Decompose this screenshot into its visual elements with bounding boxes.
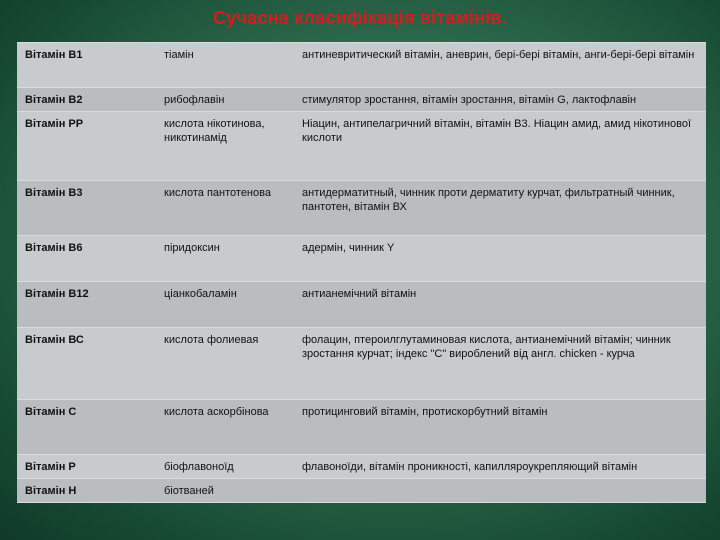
vitamin-name: Вітамін РР xyxy=(17,112,156,181)
table-row xyxy=(17,282,706,328)
vitamin-table xyxy=(17,42,706,503)
chemical-name: кислота фолиевая xyxy=(156,328,294,400)
synonyms: флавоноїди, вітамін проникності, капилляроукрепляющий вітамін xyxy=(294,455,706,479)
synonyms: фолацин, птероилглутаминовая кислота, антианемічний вітамін; чинник зростання курчат; індекс "С" вироблений від англ. chicken - курча xyxy=(294,328,706,400)
table-row xyxy=(17,328,706,400)
table-row xyxy=(17,236,706,282)
chemical-name: піридоксин xyxy=(156,236,294,282)
slide-title: Сучасна класифікація вітамінів. xyxy=(213,8,507,28)
table-row xyxy=(17,112,706,181)
table-row xyxy=(17,181,706,236)
vitamin-name: Вітамін В3 xyxy=(17,181,156,236)
chemical-name: біотваней xyxy=(156,479,294,503)
vitamin-name: Вітамін Н xyxy=(17,479,156,503)
vitamin-name: Вітамін С xyxy=(17,400,156,455)
chemical-name: рибофлавін xyxy=(156,88,294,112)
table-row xyxy=(17,400,706,455)
synonyms: стимулятор зростання, вітамін зростання, вітамін G, лактофлавін xyxy=(294,88,706,112)
synonyms: Ніацин, антипелагричний вітамін, вітамін В3. Ніацин амид, амид нікотинової кислоти xyxy=(294,112,706,181)
synonyms: антианемічний вітамін xyxy=(294,282,706,328)
table-row xyxy=(17,43,706,88)
vitamin-name: Вітамін Р xyxy=(17,455,156,479)
synonyms: протицинговий вітамін, протискорбутний вітамін xyxy=(294,400,706,455)
vitamin-name: Вітамін ВС xyxy=(17,328,156,400)
synonyms: антиневритический вітамін, аневрин, бері-бері вітамін, анги-бері-бері вітамін xyxy=(294,43,706,88)
chemical-name: кислота нікотинова, никотинамід xyxy=(156,112,294,181)
table-row xyxy=(17,455,706,479)
vitamin-name: Вітамін В6 xyxy=(17,236,156,282)
table-row xyxy=(17,88,706,112)
vitamin-name: Вітамін В2 xyxy=(17,88,156,112)
chemical-name: ціанкобаламін xyxy=(156,282,294,328)
chemical-name: кислота пантотенова xyxy=(156,181,294,236)
vitamin-name: Вітамін В1 xyxy=(17,43,156,88)
synonyms: адермін, чинник Y xyxy=(294,236,706,282)
chemical-name: біофлавоноїд xyxy=(156,455,294,479)
table-row xyxy=(17,479,706,503)
chemical-name: кислота аскорбінова xyxy=(156,400,294,455)
synonyms: антидерматитный, чинник проти дерматиту курчат, фильтратный чинник, пантотен, вітамін ВХ xyxy=(294,181,706,236)
chemical-name: тіамін xyxy=(156,43,294,88)
synonyms xyxy=(294,479,706,503)
vitamin-name: Вітамін В12 xyxy=(17,282,156,328)
